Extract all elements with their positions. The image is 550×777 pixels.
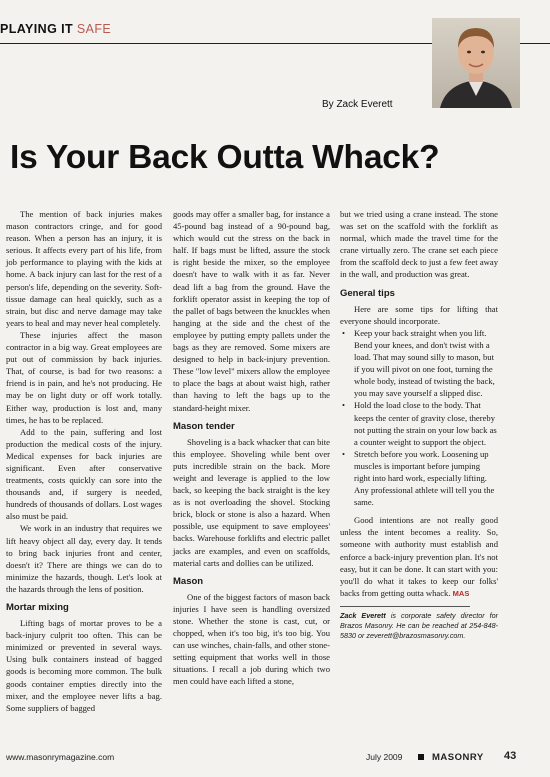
tips-list	[340, 327, 498, 508]
author-photo	[432, 18, 520, 108]
paragraph: goods may offer a smaller bag, for instance a 45-pound bag instead of a 90-pound bag, which would cut the stress on the back in half. If bags must be lifted, assure the stock is right beside the mixer, so the employee doesn't have to walk with it as far. Never dead lift a bag from the ground. Have the forklift operator assist in keeping the top of the pallet of bags between the knuckles when hanging at the side and the chest of the employee by putting empty pallets under the bags as they are removed. Some mixers are designed to help in back-injury prevention. These "low level" mixers allow the employee to place the bags at about waist high, rather than having to left the bags up to the standard-height mixer.	[173, 209, 330, 413]
section-header-light: SAFE	[76, 22, 112, 36]
headline: Is Your Back Outta Whack?	[10, 139, 440, 176]
author-bio	[340, 611, 498, 641]
section-header-bold: PLAYING IT	[0, 22, 73, 36]
subheading-general-tips: General tips	[340, 287, 395, 299]
paragraph: but we tried using a crane instead. The stone was set on the scaffold with the forklift as normal, which made the travel time for the crane virtually zero. The crane set each piece from the scaffold deck to just a few feet away in the wall, and production was great.	[340, 209, 498, 280]
tip-item: • Keep your back straight when you lift. Bend your knees, and don't twist with a load. That may sound silly to mason, but if you will pivot on one foot, turning the whole body, instead of twisting the back, you may save yourself a slipped disc.	[340, 327, 498, 400]
section-header	[0, 22, 111, 36]
paragraph: The mention of back injuries makes mason contractors cringe, and for good reason. When a person has an injury, it is serious. It affects every part of his life, from job performance to playing with the kids at home. A back injury can last for the rest of a person's life, depending on the severity. Soft-tissue damage can heal quickly, such as a strain, but disc and nerve damage may take years to heal and may never heal completely.	[6, 209, 162, 328]
footer-date: July 2009	[366, 752, 403, 762]
tip-item: • Hold the load close to the body. That keeps the center of gravity close, thereby not putting the strain on your low back as a counter weight to support the object.	[340, 399, 498, 447]
column-2	[173, 208, 330, 688]
footer-magazine: MASONRY	[432, 752, 484, 763]
footer-url: www.masonrymagazine.com	[6, 752, 115, 762]
footer-square-icon	[418, 754, 424, 760]
closing-text: Good intentions are not really good unless the intent becomes a reality. So, someone with authority must establish and enforce a back-injury prevention plan. It's not easy, but it can be done. It can start with you: you'll do what it takes to keep our folks' backs from getting outta whack.	[340, 515, 498, 598]
paragraph: These injuries affect the mason contractor in a big way. Great employees are put out of commission by back injuries. That, of course, is bad for two reasons: a friend is in pain, and he's not producing. He may be on light duty or off work totally. Either way, production is lost and, many times, he has to be replaced.	[6, 329, 162, 425]
column-3	[340, 208, 498, 641]
tip-item: • Stretch before you work. Loosening up muscles is important before jumping right into hard work, especially lifting. Any professional athlete will tell you the same.	[340, 448, 498, 508]
bio-name: Zack Everett	[340, 610, 386, 620]
byline: By Zack Everett	[322, 99, 393, 110]
paragraph: Here are some tips for lifting that everyone should incorporate.	[340, 303, 498, 326]
paragraph: Lifting bags of mortar proves to be a back-injury culprit too often. This can be minimized or prevented in several ways. Using bulk containers instead of bagged goods is becoming more common. The bulk goods container empties directly into the mixer, and the employee never lifts a bag. Some suppliers of bagged	[6, 618, 162, 713]
subheading-mortar-mixing: Mortar mixing	[6, 602, 69, 613]
paragraph: One of the biggest factors of mason back injuries I have seen is handling oversized stone. Whether the stone is cast, cut, or chopped, when it's too big, it's too big. You can use winches, chain-falls, and other stone-setting equipment that works well in those situations. I recall a job during which two men could have each lifted a stone,	[173, 591, 330, 687]
paragraph: Shoveling is a back whacker that can bite this employee. Shoveling while bent over puts incredible strain on the back. More weight and leverage is applied to the low back, so keeping the back straight is the key as is not overloading the shovel. Stocking brick, block or stone is also a hazard. When possible, use equipment to save employees' backs. Warehouse forklifts and electric pallet jacks are examples, and even on scaffolds, material carts and dollies can be utilized.	[173, 436, 330, 568]
paragraph	[340, 514, 498, 600]
paragraph: Add to the pain, suffering and lost production the medical costs of the injury. Medical expenses for back injuries are significant. Even after conservative treatments, costs quickly can sore into the thousands and, if surgery is needed, hundreds of thousands of dollars. Lost wages also must be paid.	[6, 426, 162, 522]
subheading-mason: Mason	[173, 575, 204, 587]
subheading-mason-tender: Mason tender	[173, 420, 235, 432]
column-1	[6, 208, 162, 714]
bio-divider	[340, 606, 470, 607]
bio-text: is corporate safety director for Brazos Masonry. He can be reached at 254-848-5830 or zeverett@brazosmasonry.com.	[340, 610, 499, 640]
paragraph: We work in an industry that requires we lift heavy object all day, every day. It tends to bring back injuries front and center, doesn't it? There are things we can do to minimize the hazards, though. Let's look at the hazards through the lens of position.	[6, 523, 162, 594]
page-number: 43	[504, 750, 517, 762]
end-mark: MAS	[452, 588, 470, 598]
